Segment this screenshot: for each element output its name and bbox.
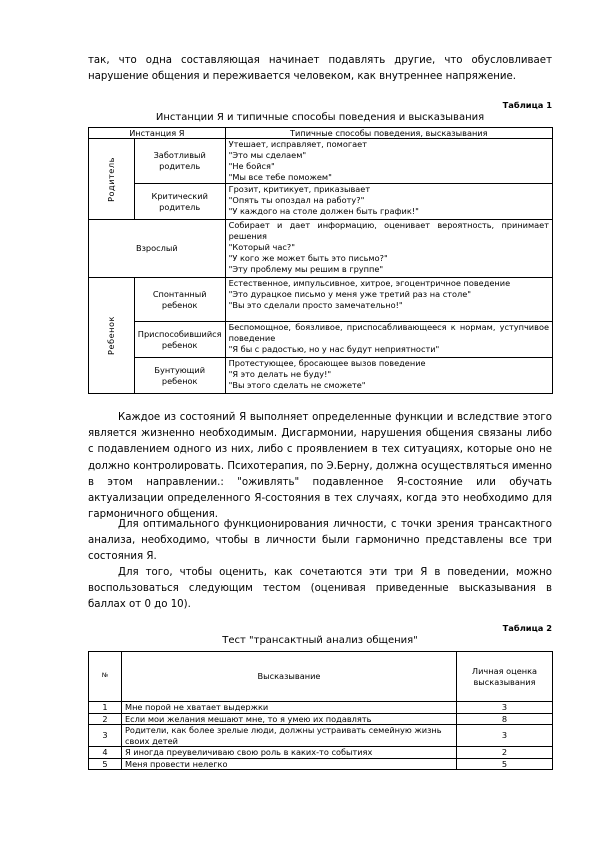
header-number: № bbox=[89, 652, 122, 702]
state-description: Беспомощное, боязливое, приспосабливающееся к нормам, уступчивое поведение "Я бы с радостью, но у нас будут неприятности" bbox=[225, 322, 552, 358]
row-statement: Меня провести нелегко bbox=[122, 758, 457, 770]
state-name: Бунтующий ребенок bbox=[134, 358, 225, 394]
state-name: Критический родитель bbox=[134, 184, 225, 220]
row-score: 8 bbox=[457, 713, 553, 725]
intro-paragraph: так, что одна составляющая начинает подавлять другие, что обусловливает нарушение общения и переживается человеком, как внутреннее напряжение. bbox=[88, 55, 552, 83]
row-score: 3 bbox=[457, 725, 553, 747]
table-row bbox=[89, 358, 553, 394]
state-name: Взрослый bbox=[89, 220, 226, 278]
table-header-row bbox=[89, 128, 553, 139]
header-statement: Высказывание bbox=[122, 652, 457, 702]
group-parent: Родитель bbox=[89, 139, 135, 220]
table2-label: Таблица 2 bbox=[502, 623, 552, 633]
state-description: Грозит, критикует, приказывает "Опять ты опоздал на работу?" "У каждого на столе должен быть график!" bbox=[225, 184, 552, 220]
row-statement: Если мои желания мешают мне, то я умею их подавлять bbox=[122, 713, 457, 725]
table1-caption: Инстанции Я и типичные способы поведения и высказывания bbox=[155, 112, 485, 123]
header-score: Личная оценка высказывания bbox=[457, 652, 553, 702]
table-row bbox=[89, 139, 553, 184]
table-row bbox=[89, 702, 553, 714]
row-number: 5 bbox=[89, 758, 122, 770]
header-behavior: Типичные способы поведения, высказывания bbox=[225, 128, 552, 139]
table-row bbox=[89, 278, 553, 322]
table-row bbox=[89, 184, 553, 220]
table1-label: Таблица 1 bbox=[502, 100, 552, 110]
row-score: 2 bbox=[457, 747, 553, 759]
table-row bbox=[89, 713, 553, 725]
ego-states-table bbox=[88, 127, 553, 394]
paragraph-3: Для оптимального функционирования личности, с точки зрения трансактного анализа, необходимо, чтобы в личности были гармонично представлены все три состояния Я. bbox=[88, 519, 552, 563]
state-name: Приспособившийся ребенок bbox=[134, 322, 225, 358]
state-description: Естественное, импульсивное, хитрое, эгоцентричное поведение "Это дурацкое письмо у меня уже третий раз на столе" "Вы это сделали просто замечательно!" bbox=[225, 278, 552, 322]
row-score: 5 bbox=[457, 758, 553, 770]
state-name: Заботливый родитель bbox=[134, 139, 225, 184]
state-description: Собирает и дает информацию, оценивает вероятность, принимает решения "Который час?" "У кого же может быть это письмо?" "Эту проблему мы решим в группе" bbox=[225, 220, 552, 278]
row-number: 4 bbox=[89, 747, 122, 759]
table2-caption: Тест "трансактный анализ общения" bbox=[222, 635, 418, 646]
table-row bbox=[89, 322, 553, 358]
test-table bbox=[88, 651, 553, 770]
state-description: Протестующее, бросающее вызов поведение "Я это делать не буду!" "Вы этого сделать не сможете" bbox=[225, 358, 552, 394]
row-score: 3 bbox=[457, 702, 553, 714]
table-header-row bbox=[89, 652, 553, 702]
table-row bbox=[89, 220, 553, 278]
paragraph-4: Для того, чтобы оценить, как сочетаются эти три Я в поведении, можно воспользоваться следующим тестом (оценивая приведенные высказывания в баллах от 0 до 10). bbox=[88, 567, 552, 611]
row-number: 1 bbox=[89, 702, 122, 714]
group-child: Ребенок bbox=[89, 278, 135, 394]
state-name: Спонтанный ребенок bbox=[134, 278, 225, 322]
row-number: 2 bbox=[89, 713, 122, 725]
table-row bbox=[89, 758, 553, 770]
state-description: Утешает, исправляет, помогает "Это мы сделаем" "Не бойся" "Мы все тебе поможем" bbox=[225, 139, 552, 184]
row-statement: Я иногда преувеличиваю свою роль в каких-то событиях bbox=[122, 747, 457, 759]
row-number: 3 bbox=[89, 725, 122, 747]
table-row bbox=[89, 725, 553, 747]
table-row bbox=[89, 747, 553, 759]
paragraph-2: Каждое из состояний Я выполняет определенные функции и вследствие этого является жизненно необходимым. Дисгармонии, нарушения общения связаны либо с подавлением одного из них, либо с проявлением в тех ситуациях, которые оно не должно контролировать. Психотерапия, по Э.Берну, должна осуществляться именно в этом направлении.: "оживлять" подавленное Я-состояние или обучать актуализации определенного Я-состояния в тех случаях, когда это необходимо для гармоничного общения. bbox=[88, 412, 552, 521]
row-statement: Мне порой не хватает выдержки bbox=[122, 702, 457, 714]
row-statement: Родители, как более зрелые люди, должны устраивать семейную жизнь своих детей bbox=[122, 725, 457, 747]
header-ego-state: Инстанция Я bbox=[89, 128, 226, 139]
